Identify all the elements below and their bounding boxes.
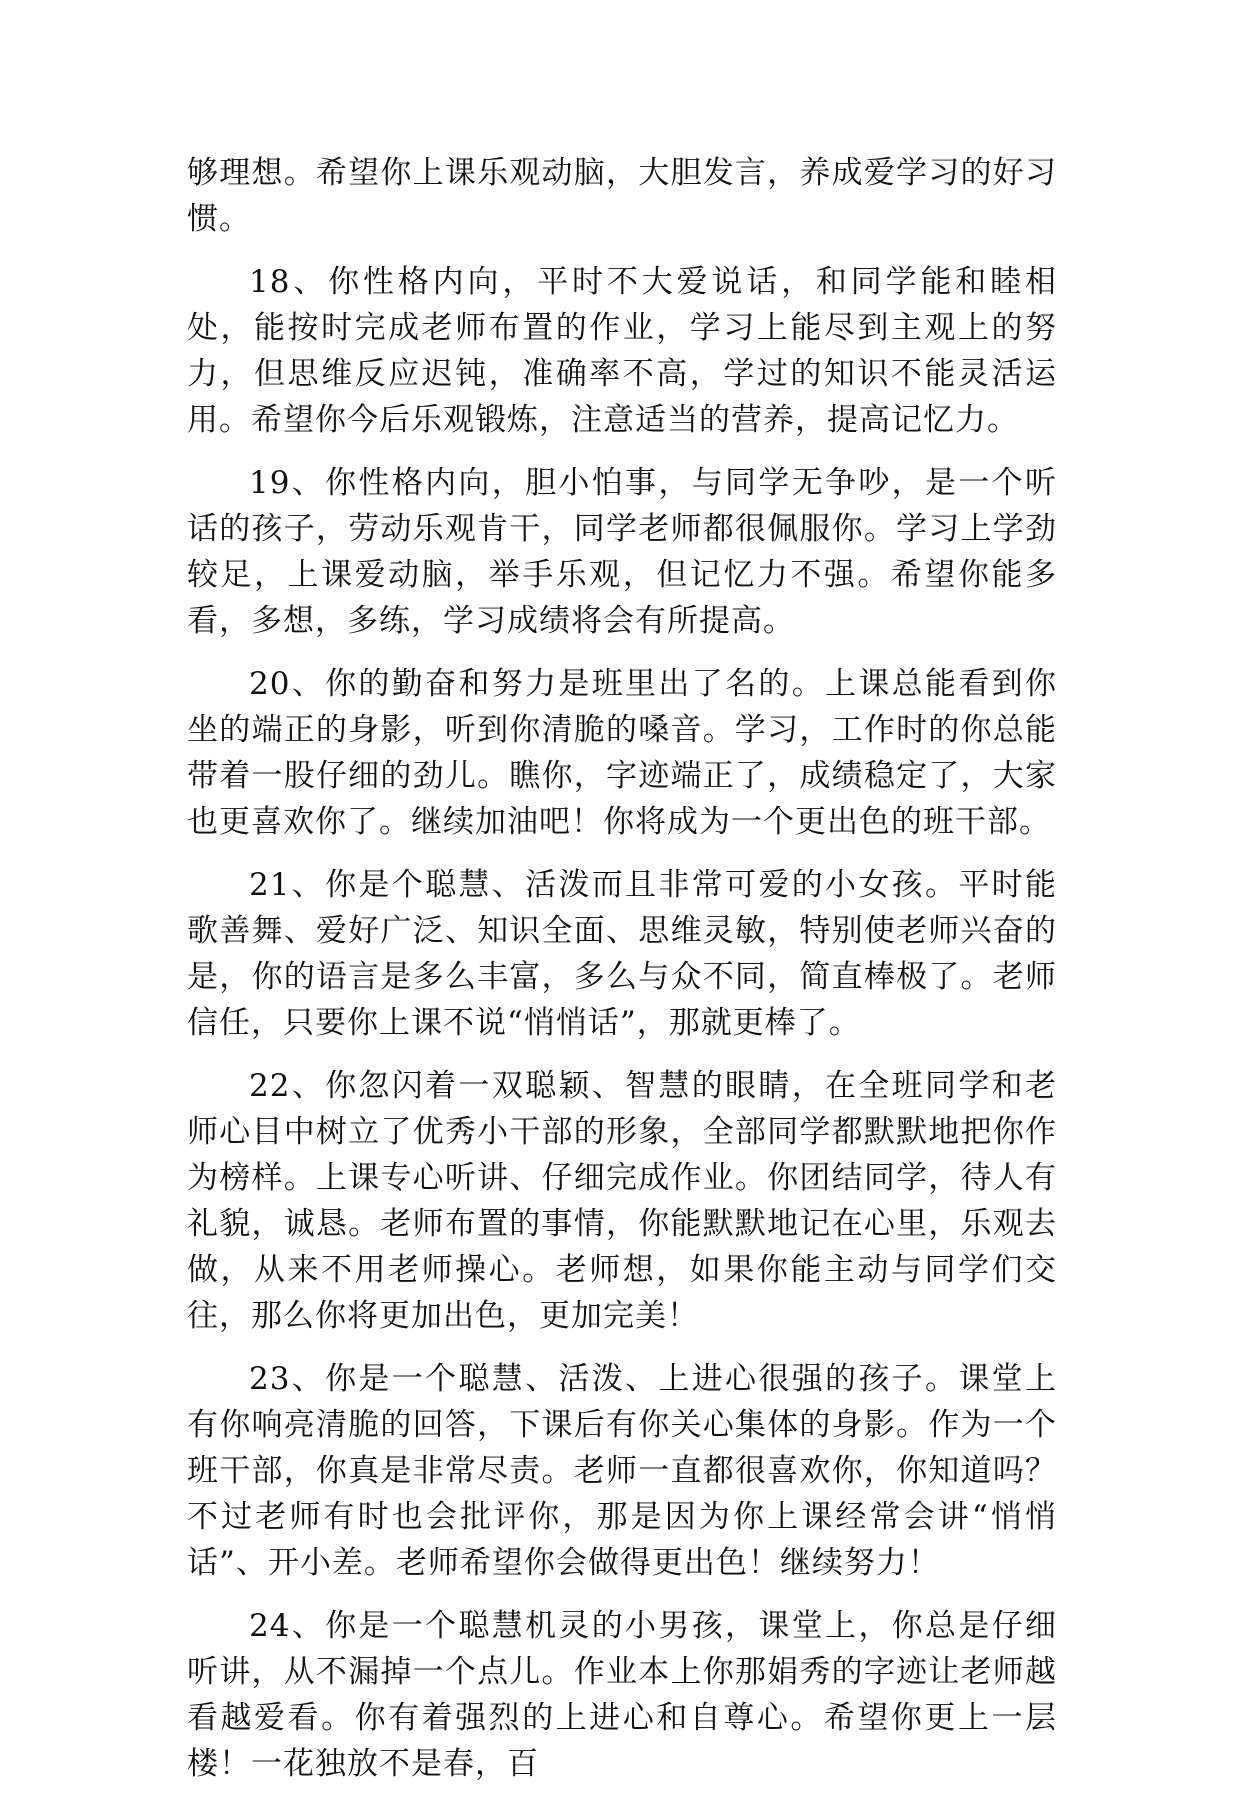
paragraph-22: 22、你忽闪着一双聪颖、智慧的眼睛，在全班同学和老师心目中树立了优秀小干部的形象，全部同学都默默地把你作为榜样。上课专心听讲、仔细完成作业。你团结同学，待人有礼貌，诚恳。老师布置的事情，你能默默地记在心里，乐观去做，从来不用老师操心。老师想，如果你能主动与同学们交往，那么你将更加出色，更加完美！ bbox=[187, 1068, 1057, 1334]
paragraph-20: 20、你的勤奋和努力是班里出了名的。上课总能看到你坐的端正的身影，听到你清脆的嗓音。学习，工作时的你总能带着一股仔细的劲儿。瞧你，字迹端正了，成绩稳定了，大家也更喜欢你了。继续加油吧！你将成为一个更出色的班干部。 bbox=[187, 666, 1057, 840]
paragraph-18: 18、你性格内向，平时不大爱说话，和同学能和睦相处，能按时完成老师布置的作业，学习上能尽到主观上的努力，但思维反应迟钝，准确率不高，学过的知识不能灵活运用。希望你今后乐观锻炼，注意适当的营养，提高记忆力。 bbox=[187, 264, 1057, 438]
paragraph-24: 24、你是一个聪慧机灵的小男孩，课堂上，你总是仔细听讲，从不漏掉一个点儿。作业本上你那娟秀的字迹让老师越看越爱看。你有着强烈的上进心和自尊心。希望你更上一层楼！一花独放不是春，百 bbox=[187, 1608, 1057, 1782]
paragraph-23: 23、你是一个聪慧、活泼、上进心很强的孩子。课堂上有你响亮清脆的回答，下课后有你关心集体的身影。作为一个班干部，你真是非常尽责。老师一直都很喜欢你，你知道吗？不过老师有时也会批评你，那是因为你上课经常会讲“悄悄话”、开小差。老师希望你会做得更出色！继续努力！ bbox=[187, 1361, 1057, 1581]
paragraph-continuation: 够理想。希望你上课乐观动脑，大胆发言，养成爱学习的好习惯。 bbox=[187, 155, 1057, 237]
document-page bbox=[187, 150, 1057, 1804]
paragraph-19: 19、你性格内向，胆小怕事，与同学无争吵，是一个听话的孩子，劳动乐观肯干，同学老师都很佩服你。学习上学劲较足，上课爱动脑，举手乐观，但记忆力不强。希望你能多看，多想，多练，学习成绩将会有所提高。 bbox=[187, 465, 1057, 639]
paragraph-21: 21、你是个聪慧、活泼而且非常可爱的小女孩。平时能歌善舞、爱好广泛、知识全面、思维灵敏，特别使老师兴奋的是，你的语言是多么丰富，多么与众不同，简直棒极了。老师信任，只要你上课不说“悄悄话”，那就更棒了。 bbox=[187, 867, 1057, 1041]
